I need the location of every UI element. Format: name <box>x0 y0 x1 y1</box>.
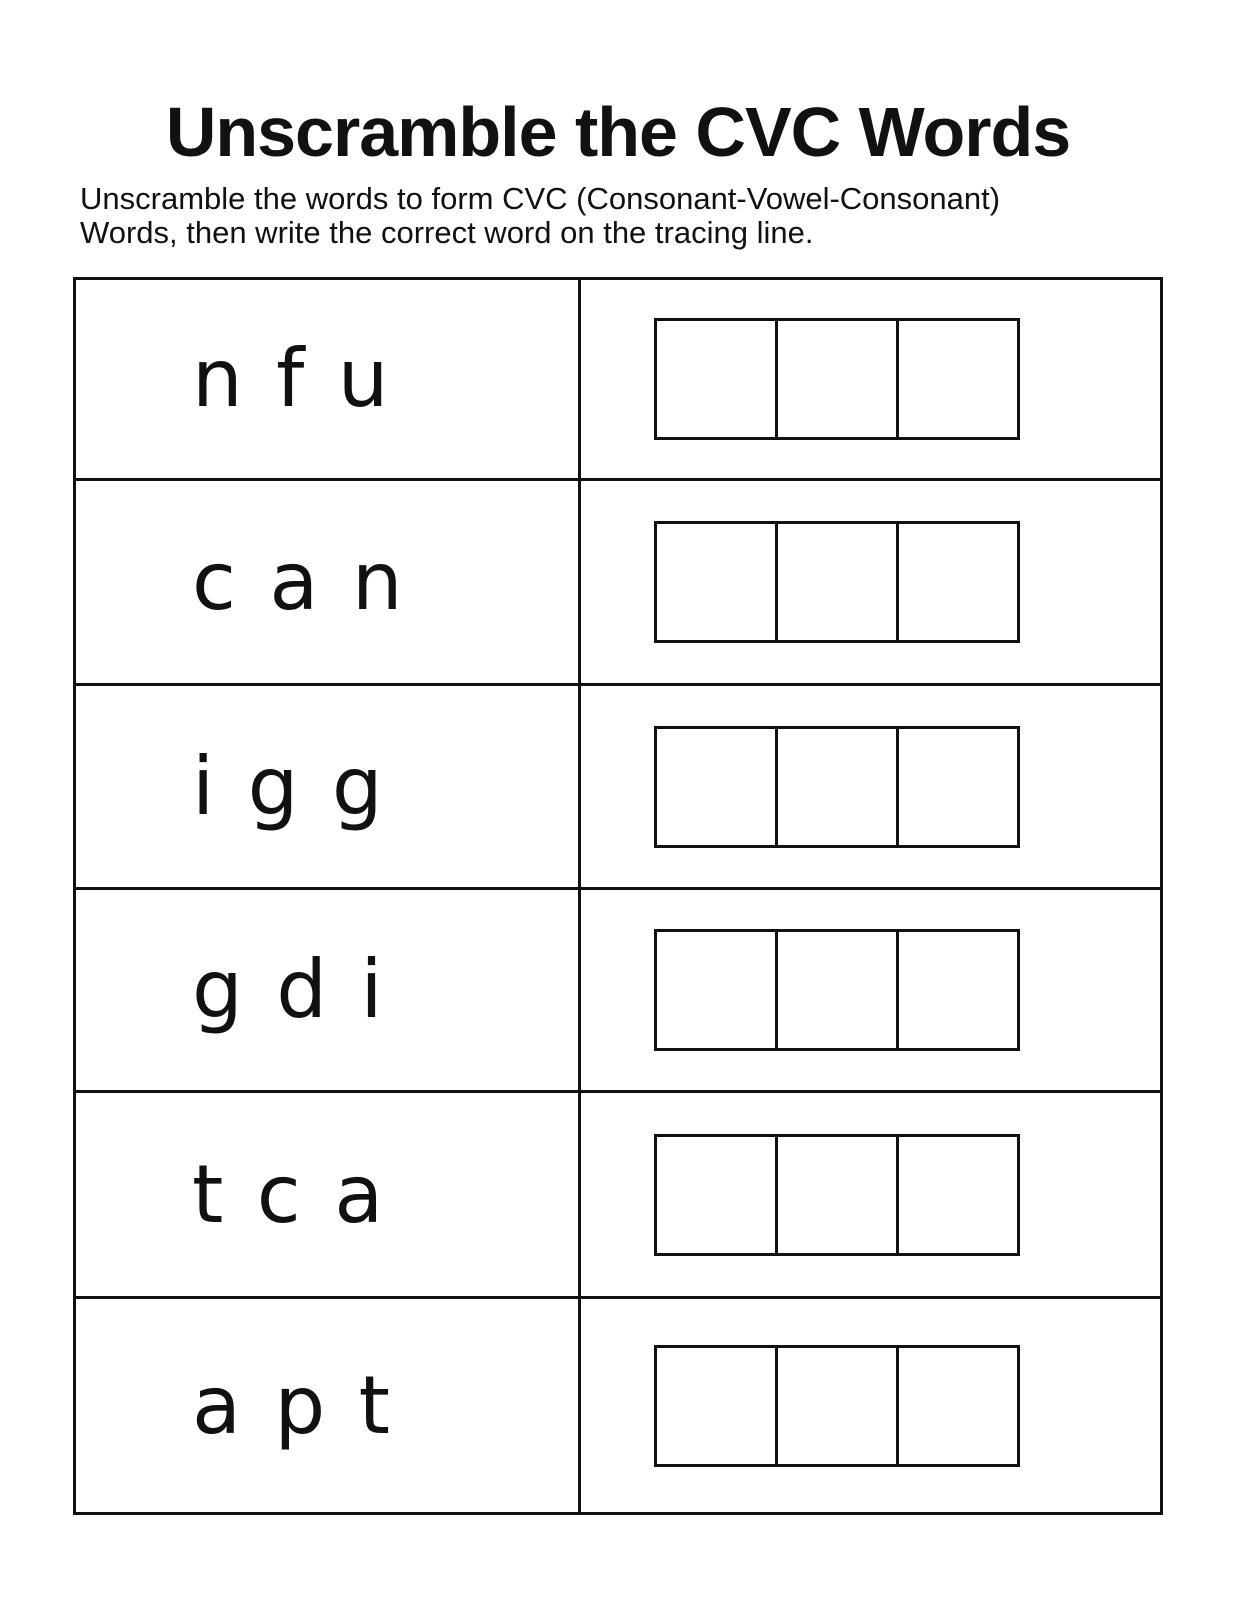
letter-box[interactable] <box>775 524 896 640</box>
letter-box[interactable] <box>896 932 1017 1048</box>
letter-box[interactable] <box>775 321 896 437</box>
answer-boxes <box>654 1134 1020 1256</box>
scrambled-word: n f u <box>192 332 393 425</box>
worksheet-row <box>76 280 1160 478</box>
scrambled-word-cell <box>76 280 581 478</box>
scrambled-word: i g g <box>192 739 387 833</box>
letter-box[interactable] <box>657 1137 775 1253</box>
letter-box[interactable] <box>657 524 775 640</box>
scrambled-word-cell <box>76 1299 581 1512</box>
scrambled-word-cell <box>76 686 581 887</box>
worksheet-row <box>76 478 1160 683</box>
letter-box[interactable] <box>657 321 775 437</box>
letter-box[interactable] <box>896 1137 1017 1253</box>
letter-box[interactable] <box>896 321 1017 437</box>
letter-box[interactable] <box>657 1348 775 1464</box>
instructions-line: Unscramble the words to form CVC (Consonant-Vowel-Consonant) <box>80 181 1001 216</box>
letter-box[interactable] <box>896 524 1017 640</box>
worksheet-row <box>76 1090 1160 1296</box>
page-title: Unscramble the CVC Words <box>165 93 1071 171</box>
letter-box[interactable] <box>775 729 896 845</box>
letter-box[interactable] <box>775 1137 896 1253</box>
letter-box[interactable] <box>657 932 775 1048</box>
scrambled-word-cell <box>76 1093 581 1296</box>
answer-boxes <box>654 726 1020 848</box>
letter-box[interactable] <box>657 729 775 845</box>
scrambled-word-cell <box>76 890 581 1090</box>
letter-box[interactable] <box>896 1348 1017 1464</box>
answer-boxes <box>654 1345 1020 1467</box>
scrambled-word: a p t <box>192 1358 395 1452</box>
letter-box[interactable] <box>775 1348 896 1464</box>
letter-box[interactable] <box>896 729 1017 845</box>
scrambled-word: g d i <box>192 943 387 1036</box>
worksheet-row <box>76 887 1160 1090</box>
scrambled-word: c a n <box>192 535 407 628</box>
answer-boxes <box>654 521 1020 643</box>
instructions <box>80 182 1170 250</box>
scrambled-word: t c a <box>192 1147 388 1241</box>
answer-boxes <box>654 929 1020 1051</box>
worksheet-table <box>73 277 1163 1515</box>
worksheet-row <box>76 1296 1160 1512</box>
letter-box[interactable] <box>775 932 896 1048</box>
scrambled-word-cell <box>76 481 581 683</box>
worksheet-row <box>76 683 1160 887</box>
answer-boxes <box>654 318 1020 440</box>
instructions-line: Words, then write the correct word on the tracing line. <box>80 215 814 250</box>
